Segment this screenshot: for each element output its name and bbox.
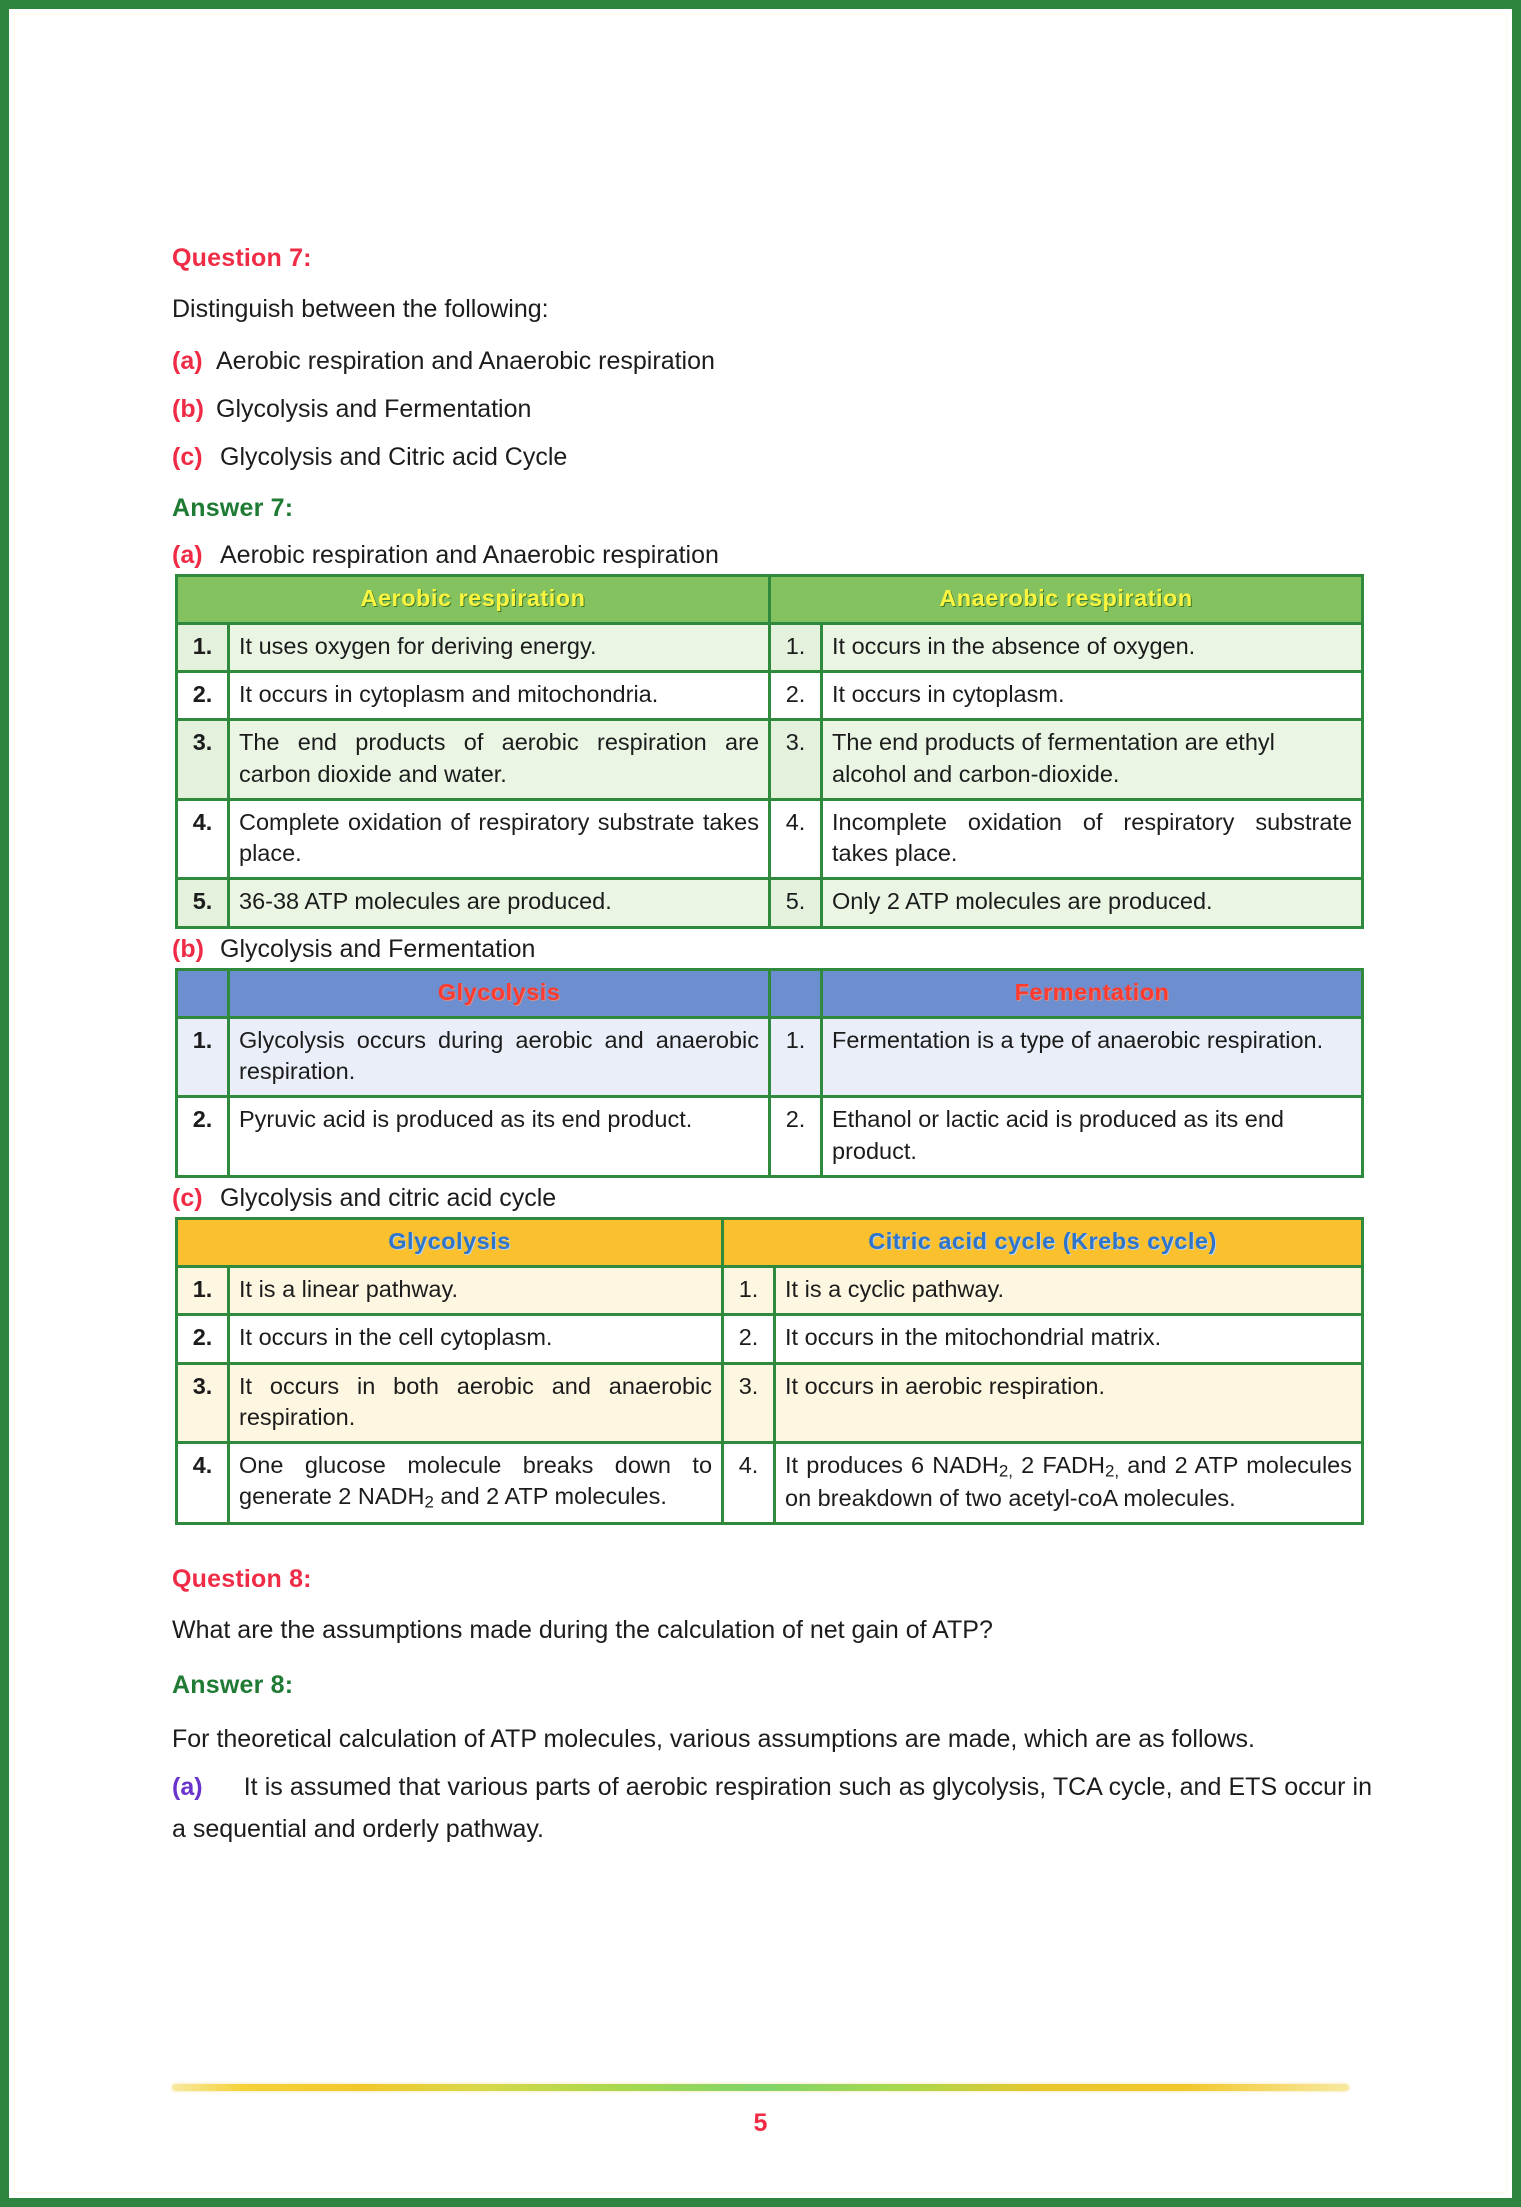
answer-7b-caption-text: Glycolysis and Fermentation	[220, 934, 536, 963]
row-number-left: 2.	[177, 672, 229, 720]
row-number-right: 3.	[723, 1363, 775, 1443]
question-7-item-c	[172, 443, 1372, 472]
answer-7c-label: (c)	[172, 1183, 203, 1212]
row-number-left: 4.	[177, 799, 229, 879]
cell-right: It produces 6 $NADH_{2,}$ 2 $FADH_{2,}$ and 2 ATP molecules on breakdown of two acetyl-coA molecules.	[775, 1443, 1363, 1524]
cell-left: 36-38 ATP molecules are produced.	[229, 879, 770, 927]
row-number-right: 1.	[723, 1267, 775, 1315]
table-row	[177, 623, 1363, 671]
footer-decorative-rule	[172, 2084, 1349, 2091]
header-fermentation: Fermentation	[822, 969, 1363, 1017]
cell-right: Ethanol or lactic acid is produced as its end product.	[822, 1097, 1363, 1177]
row-number-right: 2.	[770, 672, 822, 720]
table-row	[177, 1443, 1363, 1524]
table-row	[177, 1017, 1363, 1097]
cell-right: The end products of fermentation are ethyl alcohol and carbon-dioxide.	[822, 720, 1363, 800]
answer-7a-caption	[172, 541, 1372, 570]
answer-7c-caption-text: Glycolysis and citric acid cycle	[220, 1183, 557, 1212]
answer-7c-caption	[172, 1184, 1372, 1213]
cell-left: The end products of aerobic respiration are carbon dioxide and water.	[229, 720, 770, 800]
row-number-left: 5.	[177, 879, 229, 927]
cell-left: It uses oxygen for deriving energy.	[229, 623, 770, 671]
answer-7b-caption	[172, 935, 1372, 964]
row-number-left: 1.	[177, 623, 229, 671]
table-row	[177, 1315, 1363, 1363]
cell-right: Fermentation is a type of anaerobic respiration.	[822, 1017, 1363, 1097]
question-7-prompt: Distinguish between the following:	[172, 295, 549, 323]
table-row	[177, 672, 1363, 720]
table-row	[177, 879, 1363, 927]
cell-right: It occurs in the absence of oxygen.	[822, 623, 1363, 671]
table-row	[177, 720, 1363, 800]
table-row	[177, 799, 1363, 879]
row-number-right: 1.	[770, 1017, 822, 1097]
answer-8-intro: For theoretical calculation of ATP molecules, various assumptions are made, which are as follows.	[172, 1724, 1255, 1753]
cell-right: It is a cyclic pathway.	[775, 1267, 1363, 1315]
question-7-item-a	[172, 347, 1372, 376]
table-row	[177, 1267, 1363, 1315]
question-7-item-b	[172, 395, 1372, 424]
item-label-b: (b)	[172, 394, 204, 423]
cell-left: It occurs in the cell cytoplasm.	[229, 1315, 723, 1363]
question-8-heading: Question 8:	[172, 1565, 312, 1594]
question-7-heading: Question 7:	[172, 244, 312, 272]
answer-8-item-label: (a)	[172, 1772, 203, 1801]
page-content	[172, 244, 1372, 1856]
item-text-b: Glycolysis and Fermentation	[216, 394, 532, 423]
row-number-left: 1.	[177, 1017, 229, 1097]
cell-left: Glycolysis occurs during aerobic and anaerobic respiration.	[229, 1017, 770, 1097]
row-number-left: 4.	[177, 1443, 229, 1524]
row-number-right: 4.	[770, 799, 822, 879]
page-number: 5	[753, 2109, 768, 2137]
row-number-right: 1.	[770, 623, 822, 671]
row-number-right: 3.	[770, 720, 822, 800]
answer-7-heading: Answer 7:	[172, 493, 294, 522]
table-glycolysis-vs-krebs	[175, 1217, 1364, 1526]
table-aerobic-vs-anaerobic	[175, 574, 1364, 929]
header-citric-acid-cycle: Citric acid cycle (Krebs cycle)	[723, 1218, 1363, 1266]
cell-left: It is a linear pathway.	[229, 1267, 723, 1315]
table-header-row	[177, 1218, 1363, 1266]
answer-7a-label: (a)	[172, 540, 203, 569]
answer-7a-caption-text: Aerobic respiration and Anaerobic respiration	[220, 540, 719, 569]
cell-left: Pyruvic acid is produced as its end product.	[229, 1097, 770, 1177]
row-number-left: 2.	[177, 1097, 229, 1177]
row-number-left: 3.	[177, 1363, 229, 1443]
table-row	[177, 1363, 1363, 1443]
cell-right: It occurs in the mitochondrial matrix.	[775, 1315, 1363, 1363]
table-row	[177, 1097, 1363, 1177]
item-label-c: (c)	[172, 442, 203, 471]
row-number-right: 5.	[770, 879, 822, 927]
cell-right: Only 2 ATP molecules are produced.	[822, 879, 1363, 927]
table-glycolysis-vs-fermentation	[175, 968, 1364, 1178]
row-number-left: 3.	[177, 720, 229, 800]
cell-right: It occurs in cytoplasm.	[822, 672, 1363, 720]
question-8-prompt: What are the assumptions made during the calculation of net gain of ATP?	[172, 1616, 993, 1645]
header-aerobic-respiration: Aerobic respiration	[177, 575, 770, 623]
row-number-right: 2.	[723, 1315, 775, 1363]
row-number-left: 1.	[177, 1267, 229, 1315]
header-spacer-left	[177, 969, 229, 1017]
header-glycolysis: Glycolysis	[177, 1218, 723, 1266]
item-text-c: Glycolysis and Citric acid Cycle	[220, 442, 568, 471]
row-number-right: 4.	[723, 1443, 775, 1524]
answer-8-heading: Answer 8:	[172, 1670, 294, 1699]
row-number-left: 2.	[177, 1315, 229, 1363]
answer-7b-label: (b)	[172, 934, 204, 963]
table-header-row	[177, 969, 1363, 1017]
item-text-a: Aerobic respiration and Anaerobic respiration	[216, 346, 715, 375]
row-number-right: 2.	[770, 1097, 822, 1177]
cell-right: Incomplete oxidation of respiratory substrate takes place.	[822, 799, 1363, 879]
table-header-row	[177, 575, 1363, 623]
header-anaerobic-respiration: Anaerobic respiration	[770, 575, 1363, 623]
cell-left: It occurs in both aerobic and anaerobic respiration.	[229, 1363, 723, 1443]
answer-8-item-text: It is assumed that various parts of aerobic respiration such as glycolysis, TCA cycle, and ETS occur in a sequential and orderly pathway.	[172, 1772, 1372, 1843]
header-glycolysis: Glycolysis	[229, 969, 770, 1017]
cell-left: One glucose molecule breaks down to generate 2 $NADH_2$ and 2 ATP molecules.	[229, 1443, 723, 1524]
item-label-a: (a)	[172, 346, 203, 375]
answer-8-item-a	[172, 1766, 1372, 1850]
page-footer	[172, 2084, 1349, 2138]
cell-left: Complete oxidation of respiratory substrate takes place.	[229, 799, 770, 879]
cell-right: It occurs in aerobic respiration.	[775, 1363, 1363, 1443]
header-spacer-right	[770, 969, 822, 1017]
cell-left: It occurs in cytoplasm and mitochondria.	[229, 672, 770, 720]
